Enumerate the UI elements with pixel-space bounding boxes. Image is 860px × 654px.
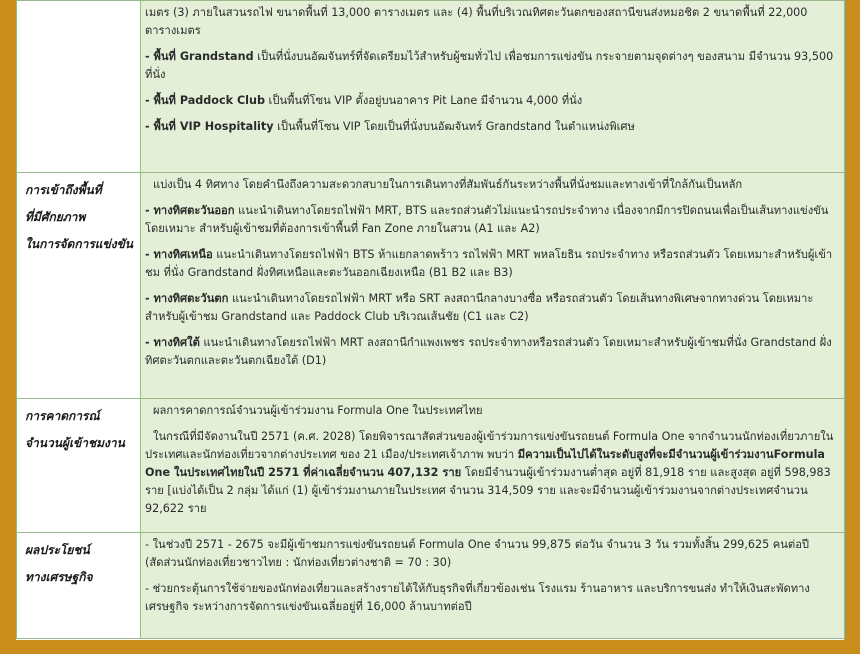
paragraph-text: เป็นที่นั่งบนอัฒจันทร์ที่จัดเตรียมไว้สำหรับผู้ชมทั่วไป เพื่อชมการแข่งขัน กระจายตามจุดต่างๆ ของสนาม มีจำนวน 93,500 ที่นั่ง [145,50,834,81]
paragraph-text: แนะนำเดินทางโดยรถไฟฟ้า MRT หรือ SRT ลงสถานีกลางบางซื่อ หรือรถส่วนตัว โดยเส้นทางพิเศษจากทางด่วน โดยเหมาะสำหรับผู้เข้าชม Grandstand และ Paddock Club บริเวณเส้นชัย (C1 และ C2) [145,292,814,323]
row-label-cell [17,399,141,533]
paragraph [145,290,838,326]
table-row [17,173,845,399]
paragraph-text: แนะนำเดินทางโดยรถไฟฟ้า BTS ห้าแยกลาดพร้าว รถไฟฟ้า MRT พหลโยธิน รถประจำทาง หรือรถส่วนตัว โดยเหมาะสำหรับผู้เข้าชม ที่นั่ง Grandstand ฝั่งทิศเหนือและตะวันออกเฉียงเหนือ (B1 B2 และ B3) [145,248,833,279]
bold-heading: - ทางทิศเหนือ [145,248,213,261]
row-content-cell [141,1,845,173]
row-content-cell [141,533,845,639]
row-label: การเข้าถึงพื้นที่ [25,183,102,197]
bold-highlight: มีความเป็นไปได้ในระดับสูงที่จะมีจำนวนผู้เข้าร่วมงานFormula One ในประเทศไทยในปี 2571 ที่ค่าเฉลี่ยจำนวน 407,132 ราย [145,448,825,479]
paragraph-text: ในกรณีที่มีจัดงานในปี 2571 (ค.ศ. 2028) โดยพิจารณาสัดส่วนของผู้เข้าร่วมการแข่งขันรถยนต์ Formula One จากจำนวนนักท่องเที่ยวภายในประเทศและนักท่องเที่ยวจากต่างประเทศ ของ 21 เมือง/ประเทศเจ้าภาพ พบว่า [145,430,834,461]
paragraph-text: โดยมีจำนวนผู้เข้าร่วมงานต่ำสุด อยู่ที่ 81,918 ราย และสูงสุด อยู่ที่ 598,983 ราย [แบ่งได้เป็น 2 กลุ่ม ได้แก่ (1) ผู้เข้าร่วมงานภายในประเทศ จำนวน 314,509 ราย และจะมีจำนวนผู้เข้าร่วมงานจากต่างประเทศจำนวน 92,622 ราย [145,466,831,515]
paragraph: - ช่วยกระตุ้นการใช้จ่ายของนักท่องเที่ยวและสร้างรายได้ให้กับธุรกิจที่เกี่ยวข้องเช่น โรงแรม ร้านอาหาร และบริการขนส่ง ทำให้เงินสะพัดทางเศรษฐกิจ ระหว่างการจัดการแข่งขันเฉลี่ยอยู่ที่ 16,000 ล้านบาทต่อปี [145,582,810,613]
row-label: ผลประโยชน์ [25,543,90,557]
row-label: ทางเศรษฐกิจ [25,570,93,584]
bold-heading: - พื้นที่ Paddock Club [145,94,265,107]
table-row [17,533,845,639]
row-label: จำนวนผู้เข้าชมงาน [25,436,125,450]
table-row [17,1,845,173]
row-label-cell [17,533,141,639]
row-label-cell [17,1,141,173]
paragraph-text: แนะนำเดินทางโดยรถไฟฟ้า MRT, BTS และรถส่วนตัวไม่แนะนำรถประจำทาง เนื่องจากมีการปิดถนนเพื่อเป็นเส้นทางแข่งขันโดยเหมาะ สำหรับผู้เข้าชมที่ต้องการเข้าพื้นที่ Fan Zone ภายในสวน (A1 และ A2) [145,204,829,235]
paragraph: เมตร (3) ภายในสวนรถไฟ ขนาดพื้นที่ 13,000 ตารางเมตร และ (4) พื้นที่บริเวณทิศตะวันตกของสถานีขนส่งหมอชิต 2 ขนาดพื้นที่ 22,000 ตารางเมตร [145,6,808,37]
paragraph [145,48,838,84]
bold-heading: - ทางทิศตะวันออก [145,204,235,217]
bold-heading: - ทางทิศตะวันตก [145,292,229,305]
paragraph [145,334,838,370]
paragraph [145,202,838,238]
paragraph [145,428,838,518]
bold-heading: - พื้นที่ Grandstand [145,50,254,63]
paragraph [145,92,838,110]
paragraph [145,118,838,136]
row-label-cell [17,173,141,399]
row-content-cell [141,399,845,533]
paragraph-text: เป็นพื้นที่โซน VIP ตั้งอยู่บนอาคาร Pit Lane มีจำนวน 4,000 ที่นั่ง [264,94,583,107]
info-table [16,0,845,639]
paragraph-text: เป็นพื้นที่โซน VIP โดยเป็นที่นั่งบนอัฒจันทร์ Grandstand ในตำแหน่งพิเศษ [273,120,635,133]
paragraph: แบ่งเป็น 4 ทิศทาง โดยคำนึงถึงความสะดวกสบายในการเดินทางที่สัมพันธ์กันระหว่างพื้นที่นั่งชมและทางเข้าที่ใกล้กันเป็นหลัก [153,178,743,191]
row-label: ในการจัดการแข่งขัน [25,237,133,251]
document-frame [16,0,844,640]
paragraph-text: แนะนำเดินทางโดยรถไฟฟ้า MRT ลงสถานีกำแพงเพชร รถประจำทางหรือรถส่วนตัว โดยเหมาะสำหรับผู้เข้าชมที่นั่ง Grandstand ฝั่งทิศตะวันตกและตะวันตกเฉียงใต้ (D1) [145,336,832,367]
table-row [17,399,845,533]
bold-heading: - ทางทิศใต้ [145,336,200,349]
bold-heading: - พื้นที่ VIP Hospitality [145,120,274,133]
row-label: การคาดการณ์ [25,409,100,423]
paragraph [145,246,838,282]
row-label: ที่มีศักยภาพ [25,210,86,224]
paragraph: - ในช่วงปี 2571 - 2675 จะมีผู้เข้าชมการแข่งขันรถยนต์ Formula One จำนวน 99,875 ต่อวัน จำนวน 3 วัน รวมทั้งสิ้น 299,625 คนต่อปี (สัดส่วนนักท่องเที่ยวชาวไทย : นักท่องเที่ยวต่างชาติ = 70 : 30) [145,538,810,569]
paragraph: ผลการคาดการณ์จำนวนผู้เข้าร่วมงาน Formula One ในประเทศไทย [153,404,483,417]
row-content-cell [141,173,845,399]
